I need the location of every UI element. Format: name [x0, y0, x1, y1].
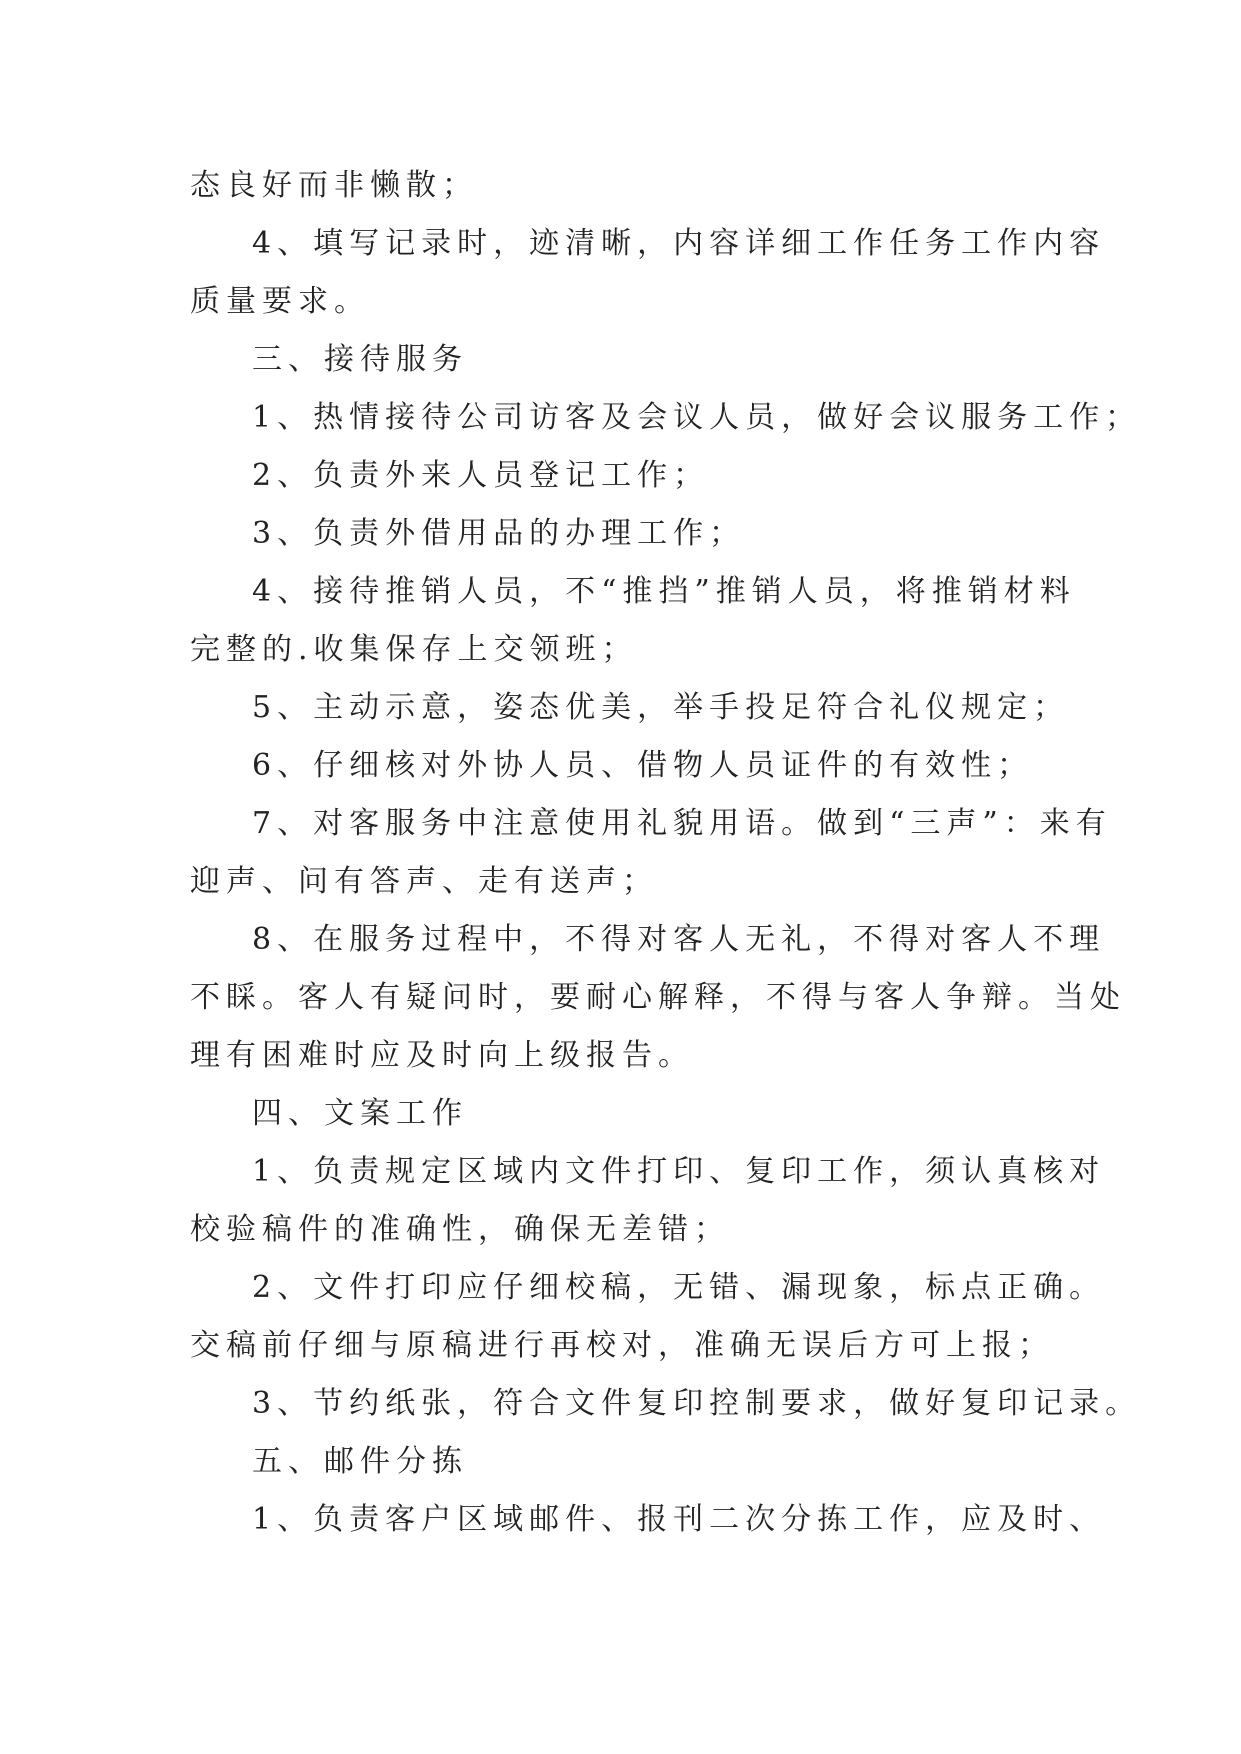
section-heading: 五、邮件分拣 [252, 1444, 468, 1479]
text-line: 7、对客服务中注意使用礼貌用语。做到“三声”：来有 [252, 806, 1112, 841]
text-line: 2、负责外来人员登记工作； [252, 458, 710, 493]
section-heading: 四、文案工作 [252, 1096, 468, 1131]
text-line: 迎声、问有答声、走有送声； [190, 864, 658, 899]
text-line: 6、仔细核对外协人员、借物人员证件的有效性； [252, 748, 1034, 783]
text-line: 不睬。客人有疑问时，要耐心解释，不得与客人争辩。当处 [190, 980, 1126, 1015]
text-line: 8、在服务过程中，不得对客人无礼，不得对客人不理 [252, 922, 1106, 957]
text-line: 校验稿件的准确性，确保无差错； [190, 1212, 730, 1247]
text-line: 态良好而非懒散； [190, 168, 478, 203]
text-line: 1、负责规定区域内文件打印、复印工作，须认真核对 [252, 1154, 1106, 1189]
text-line: 交稿前仔细与原稿进行再校对，准确无误后方可上报； [190, 1328, 1054, 1363]
section-heading: 三、接待服务 [252, 342, 468, 377]
text-line: 2、文件打印应仔细校稿，无错、漏现象，标点正确。 [252, 1270, 1106, 1305]
text-line: 4、接待推销人员，不“推挡”推销人员，将推销材料 [252, 574, 1076, 609]
text-line: 4、填写记录时，迹清晰，内容详细工作任务工作内容 [252, 226, 1106, 261]
text-line: 质量要求。 [190, 284, 370, 319]
text-line: 3、节约纸张，符合文件复印控制要求，做好复印记录。 [252, 1386, 1142, 1421]
text-line: 理有困难时应及时向上级报告。 [190, 1038, 694, 1073]
text-line: 5、主动示意，姿态优美，举手投足符合礼仪规定； [252, 690, 1070, 725]
text-line: 1、负责客户区域邮件、报刊二次分拣工作，应及时、 [252, 1502, 1106, 1537]
text-line: 1、热情接待公司访客及会议人员，做好会议服务工作； [252, 400, 1142, 435]
text-line: 完整的.收集保存上交领班； [190, 632, 638, 667]
document-body [190, 157, 1142, 1549]
text-line: 3、负责外借用品的办理工作； [252, 516, 746, 551]
